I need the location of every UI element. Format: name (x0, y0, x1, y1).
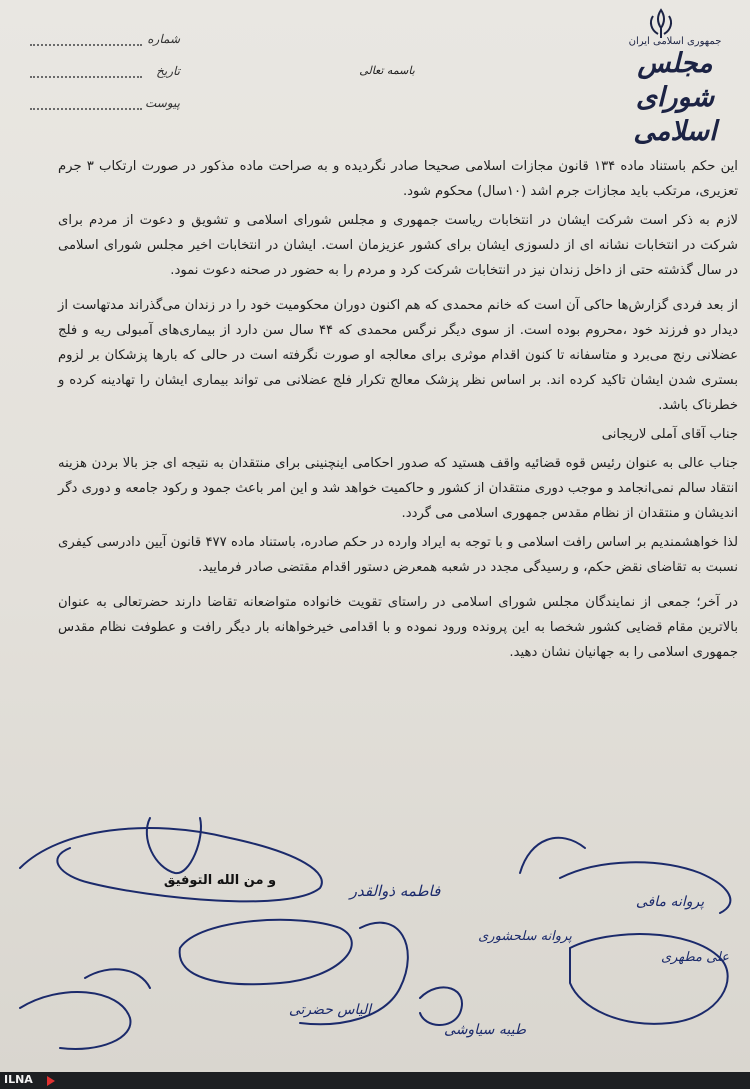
paragraph-criticism: جناب عالی به عنوان رئیس قوه قضائیه واقف هستید که صدور احکامی اینچنینی برای منتقدان به نتیجه ای جز بالا بردن هزینه انتقاد سالم نمی‌انجامد و موجب دوری منتقدان از کشور و حاکمیت خواهد شد و این امر باعث جمود و رکود جامعه و دوری دگر اندیشان و منتقدان از نظام مقدس جمهوری اسلامی می گردد. (58, 456, 738, 521)
signatures-area (0, 778, 750, 1072)
number-dotted-line (30, 44, 142, 46)
agency-logo: ILNA (4, 1073, 33, 1086)
letterhead-parliament: مجلس شورای اسلامی (633, 48, 717, 147)
signature-scribble-7 (20, 992, 130, 1049)
play-triangle-icon (47, 1076, 55, 1086)
signature-scribble-10 (85, 969, 150, 988)
signature-scribble-9 (520, 838, 585, 873)
signature-name-6: الیاس حضرتی (288, 1002, 372, 1018)
attachment-label: پیوست (145, 96, 180, 110)
signature-scribble-3 (180, 920, 352, 984)
bismillah-text: باسمه تعالی (359, 64, 415, 77)
paragraph-closing-request: در آخر؛ جمعی از نمایندگان مجلس شورای اسلامی در راستای تقویت خانواده متواضعانه تقاضا دارند حضرتعالی به عنوان بالاترین مقام قضایی کشور شخصا به این پرونده ورود نموده و با اقدامی خیرخواهانه بار دیگر رافت و عطوفت نظام مقدس جمهوری اسلامی را به جهانیان نشان دهید. (58, 595, 738, 660)
paragraph-addressee: جناب آقای آملی لاریجانی (601, 427, 738, 442)
signature-name-5: پروانه مافی (635, 894, 705, 910)
letterhead-country: جمهوری اسلامی ایران (628, 36, 722, 47)
signature-name-4: طیبه سیاوشی (444, 1022, 526, 1038)
date-label: تاریخ (156, 64, 180, 78)
number-label: شماره (147, 32, 180, 46)
bismillah-calligraphy (359, 50, 415, 86)
closing-phrase: و من الله التوفیق (163, 873, 277, 888)
attachment-dotted-line (30, 108, 142, 110)
attachment-field (30, 96, 180, 116)
signature-name-3: علی مطهری (661, 950, 729, 965)
signature-name-2: پروانه سلحشوری (478, 929, 572, 944)
paragraph-elections: لازم به ذکر است شرکت ایشان در انتخابات ریاست جمهوری و مجلس شورای اسلامی و تشویق و دعوت از مردم برای شرکت در انتخابات نشانه ای از دلسوزی ایشان برای کشور عزیزمان است. ایشان در انتخابات اخیر مجلس شورای اسلامی در سال گذشته حتی از داخل زندان نیز در انتخابات شرکت کرد و مردم را به حضور در صحنه دعوت نمود. (58, 213, 738, 278)
signature-scribble-2 (147, 818, 201, 873)
date-dotted-line (30, 76, 142, 78)
letterhead (612, 36, 738, 149)
image-watermark-bar (0, 1072, 750, 1089)
date-field (30, 64, 180, 84)
letter-body (58, 154, 738, 669)
paragraph-health: از بعد فردی گزارش‌ها حاکی آن است که خانم محمدی که هم اکنون دوران محکومیت خود را در زندان می‌گذراند مدتهاست از دیدار دو فرزند خود ،محروم بوده است. از سوی دیگر نرگس محمدی که ۴۴ سال سن دارد از بیماری‌های آمبولی ریه و فلج عضلانی رنج می‌برد و متاسفانه تا کنون اقدام موثری برای معالجه او صورت نگرفته است در حالی که بارها پزشکان بر لزوم بستری شدن ایشان تاکید کرده اند. بر اساس نظر پزشک معالج تکرار فلج عضلانی می تواند بیماری ایشان را تهادینه کرده و خطرناک باشد. (58, 298, 738, 413)
paragraph-request: لذا خواهشمندیم بر اساس رافت اسلامی و با توجه به ایراد وارده در حکم صادره، باستناد ماده ۴۷۷ قانون آیین دادرسی کیفری نسبت به تقاضای نقض حکم، و رسیدگی مجدد در شعبه همعرض دستور اقدام مقتضی صادر فرمایید. (58, 535, 738, 575)
signature-name-1: فاطمه ذوالقدر (349, 882, 441, 900)
paragraph-verdict: این حکم باستناد ماده ۱۳۴ قانون مجازات اسلامی صحیحا صادر نگردیده و به صراحت ماده مذکور در صورت ارتکاب ۳ جرم تعزیری، مرتکب باید مجازات جرم اشد (۱۰سال) محکوم شود. (58, 159, 738, 199)
signature-scribble-8 (420, 987, 462, 1025)
signature-scribble-1 (20, 828, 322, 901)
signature-scribble-6 (570, 934, 728, 1024)
number-field (30, 32, 180, 52)
